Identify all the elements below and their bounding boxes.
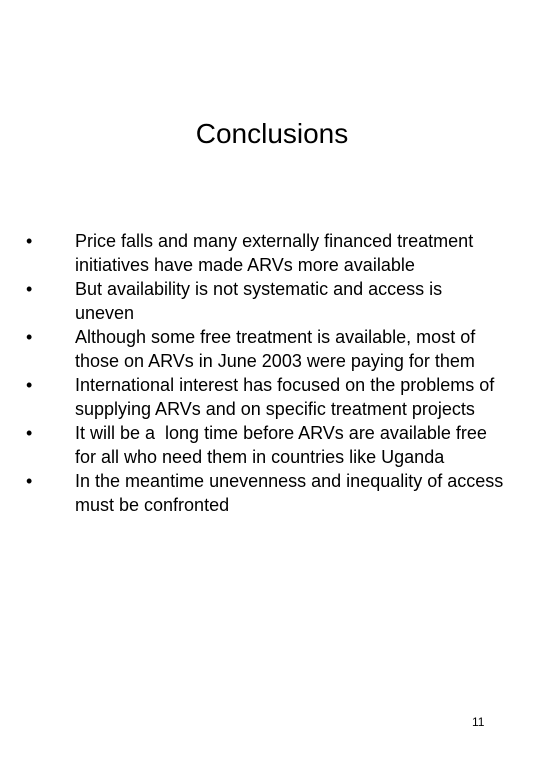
bullet-icon: • (26, 423, 33, 443)
bullet-item (26, 421, 506, 469)
bullet-icon: • (26, 327, 33, 347)
bullet-list (26, 229, 506, 517)
bullet-item (26, 325, 506, 373)
slide-title: Conclusions (195, 118, 349, 149)
bullet-text: But availability is not systematic and access is uneven (75, 279, 443, 323)
bullet-text: Price falls and many externally financed treatment initiatives have made ARVs more available (75, 231, 474, 275)
bullet-icon: • (26, 471, 33, 491)
bullet-text: It will be a long time before ARVs are available free for all who need them in countries like Uganda (75, 423, 492, 467)
bullet-item (26, 277, 506, 325)
bullet-item (26, 229, 506, 277)
bullet-icon: • (26, 375, 33, 395)
bullet-icon: • (26, 231, 33, 251)
bullet-text: Although some free treatment is available, most of those on ARVs in June 2003 were paying for them (75, 327, 476, 371)
bullet-item (26, 469, 506, 517)
bullet-item (26, 373, 506, 421)
bullet-text: In the meantime unevenness and inequality of access must be confronted (75, 471, 504, 515)
page-number: 11 (472, 715, 485, 729)
bullet-icon: • (26, 279, 33, 299)
bullet-text: International interest has focused on the problems of supplying ARVs and on specific treatment projects (75, 375, 495, 419)
